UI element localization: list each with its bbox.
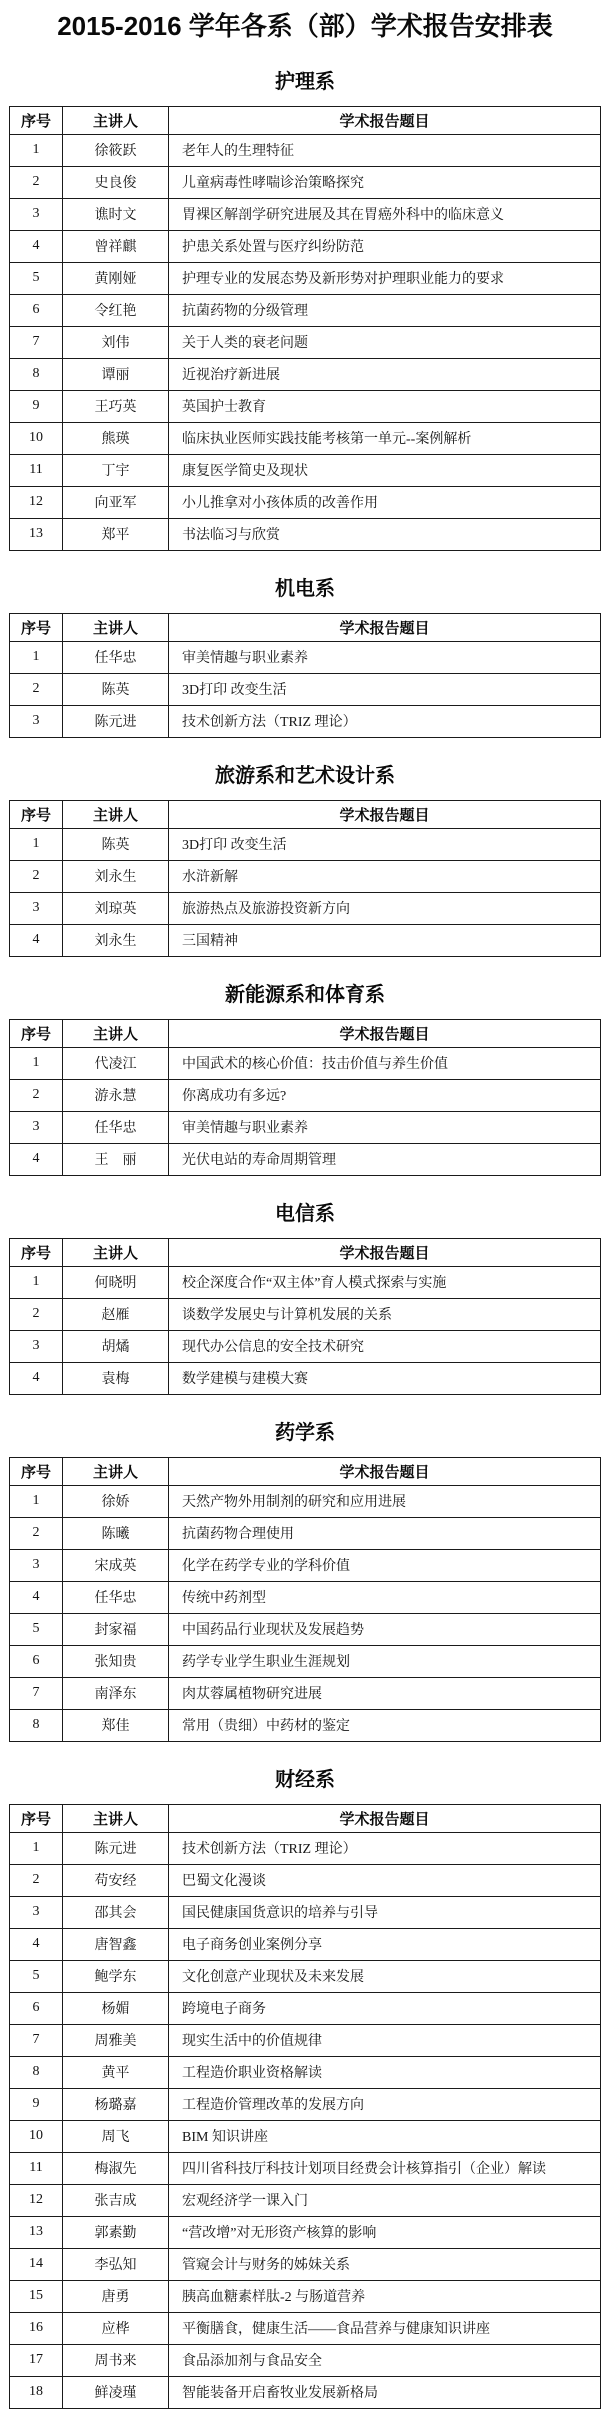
department-title: 新能源系和体育系: [225, 983, 385, 1006]
row-speaker: 徐筱跃: [63, 134, 169, 166]
row-speaker: 郑平: [63, 518, 169, 550]
table-row: [10, 1079, 601, 1111]
row-speaker: 任华忠: [63, 1111, 169, 1143]
row-speaker: 黄平: [63, 2056, 169, 2088]
row-topic: 临床执业医师实践技能考核第一单元--案例解析: [169, 422, 601, 454]
row-no: 1: [10, 1047, 63, 1079]
row-no: 5: [10, 1960, 63, 1992]
row-no: 8: [10, 2056, 63, 2088]
row-speaker: 丁宇: [63, 454, 169, 486]
row-topic: 儿童病毒性哮喘诊治策略探究: [169, 166, 601, 198]
row-speaker: 任华忠: [63, 1581, 169, 1613]
table-row: [10, 1645, 601, 1677]
row-speaker: 唐勇: [63, 2280, 169, 2312]
table-row: [10, 1549, 601, 1581]
row-no: 7: [10, 2024, 63, 2056]
row-speaker: 唐智鑫: [63, 1928, 169, 1960]
row-topic: 英国护士教育: [169, 390, 601, 422]
table-row: [10, 1485, 601, 1517]
row-no: 1: [10, 641, 63, 673]
row-topic: 数学建模与建模大赛: [169, 1362, 601, 1394]
row-topic: 肉苁蓉属植物研究进展: [169, 1677, 601, 1709]
row-topic: 文化创意产业现状及未来发展: [169, 1960, 601, 1992]
department-title: 机电系: [275, 577, 335, 600]
row-speaker: 游永慧: [63, 1079, 169, 1111]
row-topic: 护患关系处置与医疗纠纷防范: [169, 230, 601, 262]
table-row: [10, 860, 601, 892]
row-no: 2: [10, 1298, 63, 1330]
table-row: [10, 1330, 601, 1362]
row-speaker: 封家福: [63, 1613, 169, 1645]
row-speaker: 胡燏: [63, 1330, 169, 1362]
department-title: 电信系: [275, 1202, 335, 1225]
table-row: [10, 2376, 601, 2408]
table-row: [10, 262, 601, 294]
row-topic: 国民健康国货意识的培养与引导: [169, 1896, 601, 1928]
table-row: [10, 1896, 601, 1928]
table-row: [10, 390, 601, 422]
row-topic: 水浒新解: [169, 860, 601, 892]
row-no: 3: [10, 705, 63, 737]
row-no: 4: [10, 230, 63, 262]
row-topic: 审美情趣与职业素养: [169, 1111, 601, 1143]
row-speaker: 梅淑先: [63, 2152, 169, 2184]
table-row: [10, 2088, 601, 2120]
department-title: 护理系: [275, 70, 335, 93]
row-no: 2: [10, 166, 63, 198]
table-row: [10, 2344, 601, 2376]
row-no: 3: [10, 1549, 63, 1581]
row-topic: 3D打印 改变生活: [169, 673, 601, 705]
table-row: [10, 2152, 601, 2184]
row-no: 17: [10, 2344, 63, 2376]
row-speaker: 鲜凌瑾: [63, 2376, 169, 2408]
column-header-speaker: 主讲人: [63, 106, 169, 134]
row-speaker: 郭素勤: [63, 2216, 169, 2248]
row-speaker: 袁梅: [63, 1362, 169, 1394]
row-speaker: 杨媚: [63, 1992, 169, 2024]
table-body: [10, 1485, 601, 1741]
row-no: 12: [10, 2184, 63, 2216]
department-title: 财经系: [275, 1768, 335, 1791]
column-header-no: 序号: [10, 1019, 63, 1047]
column-header-speaker: 主讲人: [63, 1457, 169, 1485]
row-topic: 化学在药学专业的学科价值: [169, 1549, 601, 1581]
row-no: 3: [10, 892, 63, 924]
row-speaker: 南泽东: [63, 1677, 169, 1709]
row-speaker: 任华忠: [63, 641, 169, 673]
table-row: [10, 2312, 601, 2344]
department-title: 药学系: [275, 1421, 335, 1444]
row-topic: 技术创新方法（TRIZ 理论）: [169, 705, 601, 737]
table-head: [10, 1238, 601, 1266]
row-no: 12: [10, 486, 63, 518]
table-head: [10, 1457, 601, 1485]
row-no: 8: [10, 1709, 63, 1741]
row-topic: 四川省科技厅科技计划项目经费会计核算指引（企业）解读: [169, 2152, 601, 2184]
table-row: [10, 358, 601, 390]
row-topic: 谈数学发展史与计算机发展的关系: [169, 1298, 601, 1330]
row-no: 11: [10, 2152, 63, 2184]
department-section: [9, 578, 601, 738]
row-no: 3: [10, 198, 63, 230]
row-no: 13: [10, 518, 63, 550]
row-speaker: 陈曦: [63, 1517, 169, 1549]
table-row: [10, 2216, 601, 2248]
row-speaker: 刘伟: [63, 326, 169, 358]
row-no: 16: [10, 2312, 63, 2344]
table-row: [10, 1992, 601, 2024]
row-speaker: 鲍学东: [63, 1960, 169, 1992]
row-topic: 抗菌药物合理使用: [169, 1517, 601, 1549]
row-no: 4: [10, 1928, 63, 1960]
department-title: 旅游系和艺术设计系: [215, 764, 395, 787]
department-section: [9, 765, 601, 957]
table-head: [10, 613, 601, 641]
table-body: [10, 828, 601, 956]
report-table: [9, 1457, 601, 1742]
table-row: [10, 166, 601, 198]
table-row: [10, 294, 601, 326]
row-topic: 巴蜀文化漫谈: [169, 1864, 601, 1896]
row-no: 6: [10, 1645, 63, 1677]
table-row: [10, 2184, 601, 2216]
row-topic: 宏观经济学一课入门: [169, 2184, 601, 2216]
row-topic: 平衡膳食，健康生活——食品营养与健康知识讲座: [169, 2312, 601, 2344]
table-row: [10, 326, 601, 358]
report-table: [9, 613, 601, 738]
row-topic: 书法临习与欣赏: [169, 518, 601, 550]
row-topic: 抗菌药物的分级管理: [169, 294, 601, 326]
table-row: [10, 2024, 601, 2056]
table-row: [10, 1266, 601, 1298]
row-speaker: 王 丽: [63, 1143, 169, 1175]
table-row: [10, 486, 601, 518]
row-speaker: 何晓明: [63, 1266, 169, 1298]
row-no: 2: [10, 1864, 63, 1896]
table-row: [10, 673, 601, 705]
column-header-topic: 学术报告题目: [169, 613, 601, 641]
row-no: 2: [10, 1079, 63, 1111]
sections-container: [9, 71, 601, 2409]
row-no: 6: [10, 1992, 63, 2024]
column-header-no: 序号: [10, 1804, 63, 1832]
table-header-row: [10, 1238, 601, 1266]
table-row: [10, 134, 601, 166]
row-no: 1: [10, 1832, 63, 1864]
row-topic: 胃裸区解剖学研究进展及其在胃癌外科中的临床意义: [169, 198, 601, 230]
row-no: 4: [10, 924, 63, 956]
row-topic: BIM 知识讲座: [169, 2120, 601, 2152]
table-body: [10, 641, 601, 737]
report-table: [9, 1804, 601, 2409]
table-row: [10, 1960, 601, 1992]
table-body: [10, 1266, 601, 1394]
row-no: 6: [10, 294, 63, 326]
column-header-no: 序号: [10, 800, 63, 828]
column-header-topic: 学术报告题目: [169, 1804, 601, 1832]
row-no: 4: [10, 1581, 63, 1613]
row-speaker: 李弘知: [63, 2248, 169, 2280]
table-head: [10, 106, 601, 134]
row-topic: 常用（贵细）中药材的鉴定: [169, 1709, 601, 1741]
table-row: [10, 2120, 601, 2152]
row-speaker: 杨璐嘉: [63, 2088, 169, 2120]
row-topic: 工程造价职业资格解读: [169, 2056, 601, 2088]
row-no: 9: [10, 390, 63, 422]
department-section: [9, 1203, 601, 1395]
row-topic: 老年人的生理特征: [169, 134, 601, 166]
table-head: [10, 1804, 601, 1832]
row-speaker: 周雅美: [63, 2024, 169, 2056]
row-topic: 护理专业的发展态势及新形势对护理职业能力的要求: [169, 262, 601, 294]
table-row: [10, 422, 601, 454]
row-topic: 胰高血糖素样肽-2 与肠道营养: [169, 2280, 601, 2312]
column-header-speaker: 主讲人: [63, 800, 169, 828]
row-speaker: 应桦: [63, 2312, 169, 2344]
row-speaker: 陈元进: [63, 1832, 169, 1864]
row-speaker: 张吉成: [63, 2184, 169, 2216]
column-header-no: 序号: [10, 1238, 63, 1266]
row-topic: 近视治疗新进展: [169, 358, 601, 390]
column-header-no: 序号: [10, 1457, 63, 1485]
row-speaker: 徐娇: [63, 1485, 169, 1517]
row-no: 13: [10, 2216, 63, 2248]
row-speaker: 刘永生: [63, 860, 169, 892]
column-header-speaker: 主讲人: [63, 1019, 169, 1047]
row-speaker: 向亚军: [63, 486, 169, 518]
row-no: 4: [10, 1143, 63, 1175]
table-header-row: [10, 106, 601, 134]
report-table: [9, 800, 601, 957]
row-no: 3: [10, 1111, 63, 1143]
row-no: 9: [10, 2088, 63, 2120]
row-no: 15: [10, 2280, 63, 2312]
report-table: [9, 1238, 601, 1395]
row-topic: 中国药品行业现状及发展趋势: [169, 1613, 601, 1645]
row-topic: 光伏电站的寿命周期管理: [169, 1143, 601, 1175]
row-no: 14: [10, 2248, 63, 2280]
department-section: [9, 1422, 601, 1742]
column-header-topic: 学术报告题目: [169, 800, 601, 828]
row-speaker: 曾祥麒: [63, 230, 169, 262]
row-no: 11: [10, 454, 63, 486]
row-speaker: 宋成英: [63, 1549, 169, 1581]
row-speaker: 黄刚娅: [63, 262, 169, 294]
row-speaker: 张知贵: [63, 1645, 169, 1677]
table-row: [10, 518, 601, 550]
column-header-topic: 学术报告题目: [169, 1019, 601, 1047]
row-no: 5: [10, 1613, 63, 1645]
report-table: [9, 1019, 601, 1176]
row-topic: 康复医学简史及现状: [169, 454, 601, 486]
table-body: [10, 1047, 601, 1175]
table-row: [10, 892, 601, 924]
row-topic: 智能装备开启畜牧业发展新格局: [169, 2376, 601, 2408]
table-head: [10, 1019, 601, 1047]
row-topic: 电子商务创业案例分享: [169, 1928, 601, 1960]
row-speaker: 陈英: [63, 828, 169, 860]
row-speaker: 陈元进: [63, 705, 169, 737]
row-speaker: 刘永生: [63, 924, 169, 956]
department-section: [9, 1769, 601, 2409]
row-speaker: 代凌江: [63, 1047, 169, 1079]
table-row: [10, 2248, 601, 2280]
table-row: [10, 1298, 601, 1330]
row-no: 1: [10, 828, 63, 860]
row-topic: 技术创新方法（TRIZ 理论）: [169, 1832, 601, 1864]
table-row: [10, 1864, 601, 1896]
table-header-row: [10, 1457, 601, 1485]
column-header-topic: 学术报告题目: [169, 106, 601, 134]
table-row: [10, 705, 601, 737]
table-row: [10, 1143, 601, 1175]
row-no: 3: [10, 1330, 63, 1362]
row-topic: 天然产物外用制剂的研究和应用进展: [169, 1485, 601, 1517]
row-topic: 现代办公信息的安全技术研究: [169, 1330, 601, 1362]
column-header-no: 序号: [10, 106, 63, 134]
table-row: [10, 924, 601, 956]
table-row: [10, 1362, 601, 1394]
row-topic: 跨境电子商务: [169, 1992, 601, 2024]
row-speaker: 陈英: [63, 673, 169, 705]
row-topic: 你离成功有多远?: [169, 1079, 601, 1111]
table-row: [10, 1709, 601, 1741]
table-row: [10, 1832, 601, 1864]
column-header-no: 序号: [10, 613, 63, 641]
row-no: 2: [10, 1517, 63, 1549]
row-speaker: 刘琼英: [63, 892, 169, 924]
row-no: 3: [10, 1896, 63, 1928]
row-speaker: 周飞: [63, 2120, 169, 2152]
table-header-row: [10, 1804, 601, 1832]
row-speaker: 谭丽: [63, 358, 169, 390]
column-header-speaker: 主讲人: [63, 1238, 169, 1266]
table-row: [10, 454, 601, 486]
row-speaker: 苟安经: [63, 1864, 169, 1896]
row-topic: 中国武术的核心价值：技击价值与养生价值: [169, 1047, 601, 1079]
row-topic: 管窥会计与财务的姊妹关系: [169, 2248, 601, 2280]
row-topic: 校企深度合作“双主体”育人模式探索与实施: [169, 1266, 601, 1298]
table-row: [10, 198, 601, 230]
row-topic: 旅游热点及旅游投资新方向: [169, 892, 601, 924]
page-title: 2015-2016 学年各系（部）学术报告安排表: [57, 11, 553, 41]
row-topic: 传统中药剂型: [169, 1581, 601, 1613]
row-topic: “营改增”对无形资产核算的影响: [169, 2216, 601, 2248]
row-topic: 食品添加剂与食品安全: [169, 2344, 601, 2376]
table-row: [10, 1111, 601, 1143]
row-no: 1: [10, 1485, 63, 1517]
table-row: [10, 230, 601, 262]
table-row: [10, 1047, 601, 1079]
column-header-topic: 学术报告题目: [169, 1238, 601, 1266]
row-no: 2: [10, 860, 63, 892]
row-speaker: 史良俊: [63, 166, 169, 198]
row-no: 8: [10, 358, 63, 390]
row-topic: 3D打印 改变生活: [169, 828, 601, 860]
row-speaker: 周书来: [63, 2344, 169, 2376]
table-row: [10, 2280, 601, 2312]
row-topic: 现实生活中的价值规律: [169, 2024, 601, 2056]
row-speaker: 赵雁: [63, 1298, 169, 1330]
table-row: [10, 1677, 601, 1709]
row-speaker: 郑佳: [63, 1709, 169, 1741]
column-header-speaker: 主讲人: [63, 613, 169, 641]
table-header-row: [10, 613, 601, 641]
row-no: 7: [10, 1677, 63, 1709]
column-header-speaker: 主讲人: [63, 1804, 169, 1832]
table-row: [10, 828, 601, 860]
row-speaker: 王巧英: [63, 390, 169, 422]
report-table: [9, 106, 601, 551]
row-topic: 药学专业学生职业生涯规划: [169, 1645, 601, 1677]
row-topic: 三国精神: [169, 924, 601, 956]
table-row: [10, 1517, 601, 1549]
table-header-row: [10, 1019, 601, 1047]
department-section: [9, 984, 601, 1176]
row-speaker: 谯时文: [63, 198, 169, 230]
row-topic: 关于人类的衰老问题: [169, 326, 601, 358]
table-body: [10, 1832, 601, 2408]
department-section: [9, 71, 601, 551]
table-row: [10, 1581, 601, 1613]
table-header-row: [10, 800, 601, 828]
table-row: [10, 1613, 601, 1645]
row-no: 10: [10, 422, 63, 454]
row-speaker: 令红艳: [63, 294, 169, 326]
row-no: 5: [10, 262, 63, 294]
row-speaker: 熊瑛: [63, 422, 169, 454]
column-header-topic: 学术报告题目: [169, 1457, 601, 1485]
row-no: 4: [10, 1362, 63, 1394]
table-head: [10, 800, 601, 828]
row-no: 10: [10, 2120, 63, 2152]
row-no: 18: [10, 2376, 63, 2408]
row-no: 1: [10, 1266, 63, 1298]
row-topic: 小儿推拿对小孩体质的改善作用: [169, 486, 601, 518]
row-no: 2: [10, 673, 63, 705]
row-topic: 工程造价管理改革的发展方向: [169, 2088, 601, 2120]
table-row: [10, 641, 601, 673]
table-row: [10, 2056, 601, 2088]
row-no: 1: [10, 134, 63, 166]
table-body: [10, 134, 601, 550]
table-row: [10, 1928, 601, 1960]
row-no: 7: [10, 326, 63, 358]
row-speaker: 邵其会: [63, 1896, 169, 1928]
row-topic: 审美情趣与职业素养: [169, 641, 601, 673]
